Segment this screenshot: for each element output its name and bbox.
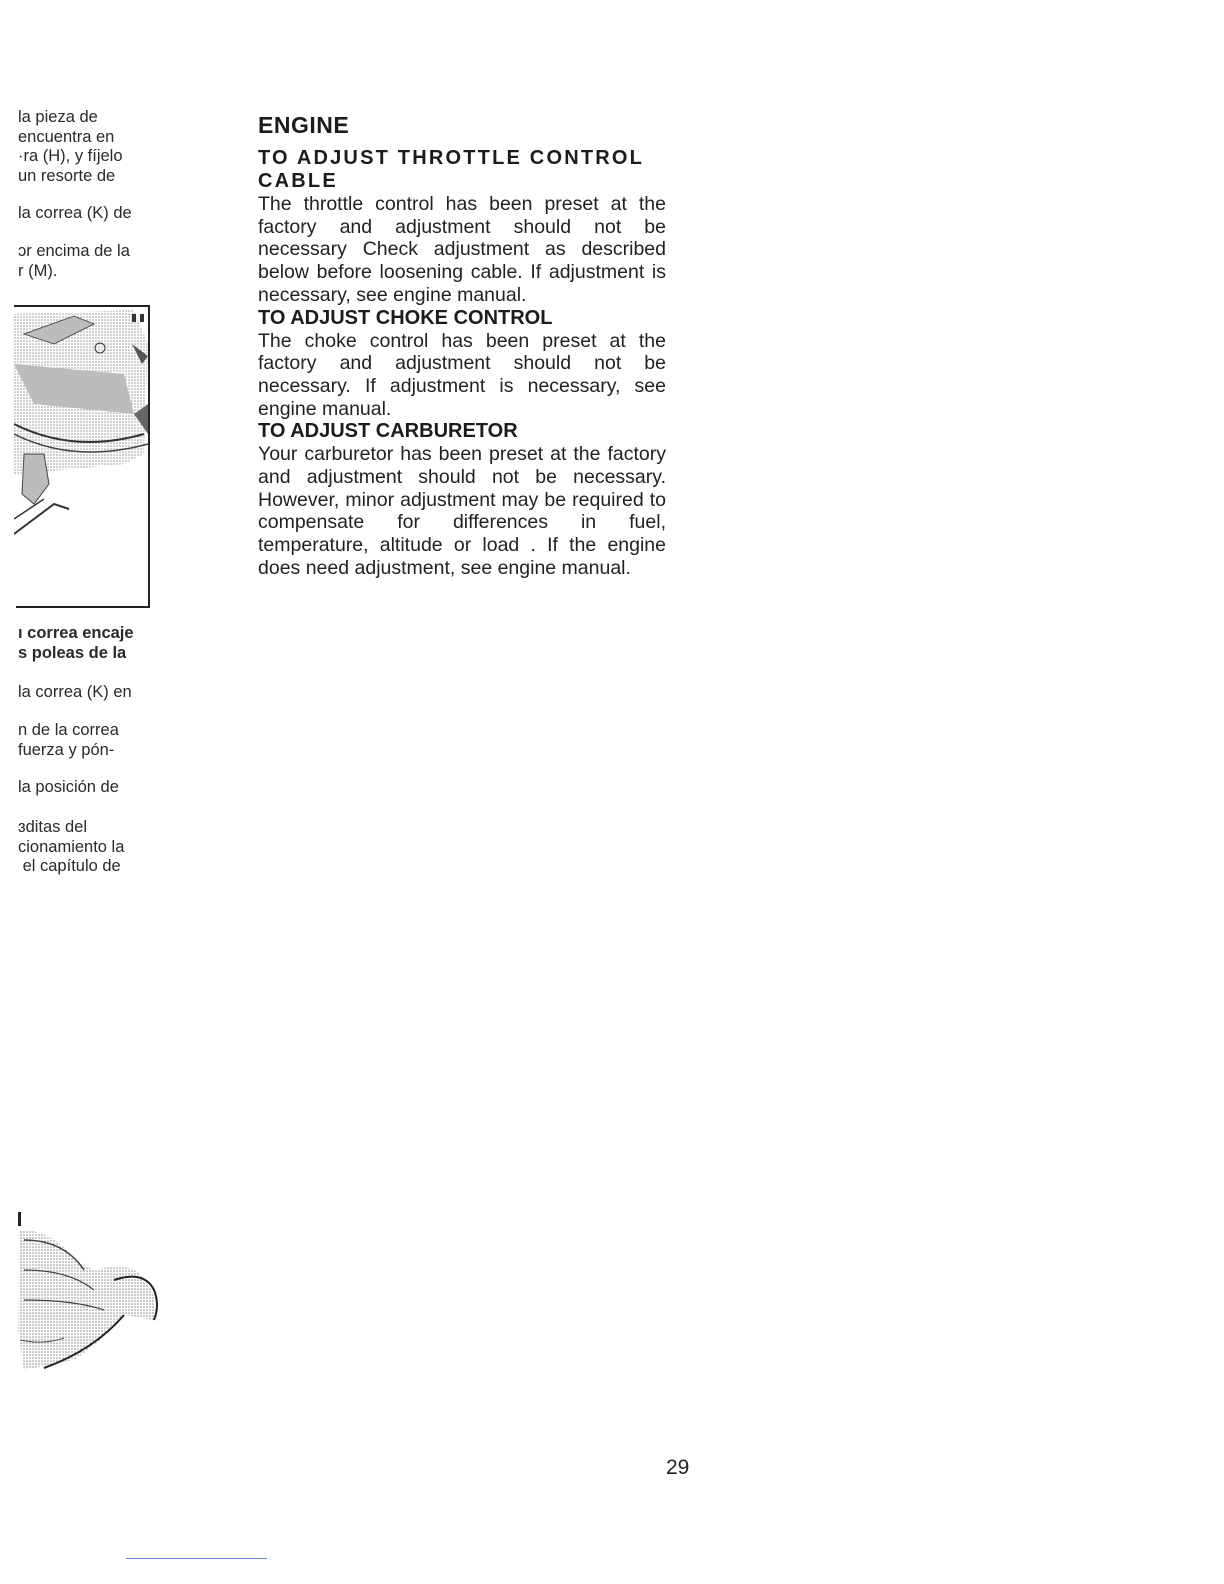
left-paragraph-1: la pieza de encuentra en ·ra (H), y fíjelo un resorte de	[18, 108, 123, 185]
left-paragraph-8: ɜditas del cionamiento la el capítulo de	[18, 818, 125, 875]
choke-heading: TO ADJUST CHOKE CONTROL	[258, 306, 553, 329]
left-paragraph-4: ı correa encaje s poleas de la	[18, 624, 134, 662]
left-paragraph-6: n de la correa fuerza y pón-	[18, 721, 119, 759]
throttle-heading: TO ADJUST THROTTLE CONTROL CABLE	[258, 147, 644, 192]
left-paragraph-2: la correa (K) de	[18, 204, 132, 222]
carburetor-heading: TO ADJUST CARBURETOR	[258, 420, 518, 443]
mower-deck-illustration	[14, 1210, 164, 1386]
carburetor-text: Your carburetor has been preset at the factory and adjustment should not be necessary. However, minor adjustment may be required to compensate for differences in fuel, temperature, altitude or load . If the engine does need adjustment, see engine manual.	[258, 443, 666, 579]
bottom-rule	[126, 1558, 267, 1559]
engine-title: ENGINE	[258, 112, 350, 138]
choke-text: The choke control has been preset at the factory and adjustment should not be necessary. If adjustment is necessary, see engine manual.	[258, 329, 666, 420]
engine-section	[258, 112, 666, 580]
left-paragraph-7: la posición de	[18, 778, 119, 796]
page-number: 29	[666, 1456, 690, 1479]
left-paragraph-5: la correa (K) en	[18, 683, 132, 701]
left-paragraph-3: ɔr encima de la r (M).	[18, 242, 130, 280]
throttle-text: The throttle control has been preset at the factory and adjustment should not be necessary Check adjustment as described below before loosening cable. If adjustment is necessary, see engine manual.	[258, 193, 666, 306]
mower-belt-illustration	[14, 304, 152, 610]
